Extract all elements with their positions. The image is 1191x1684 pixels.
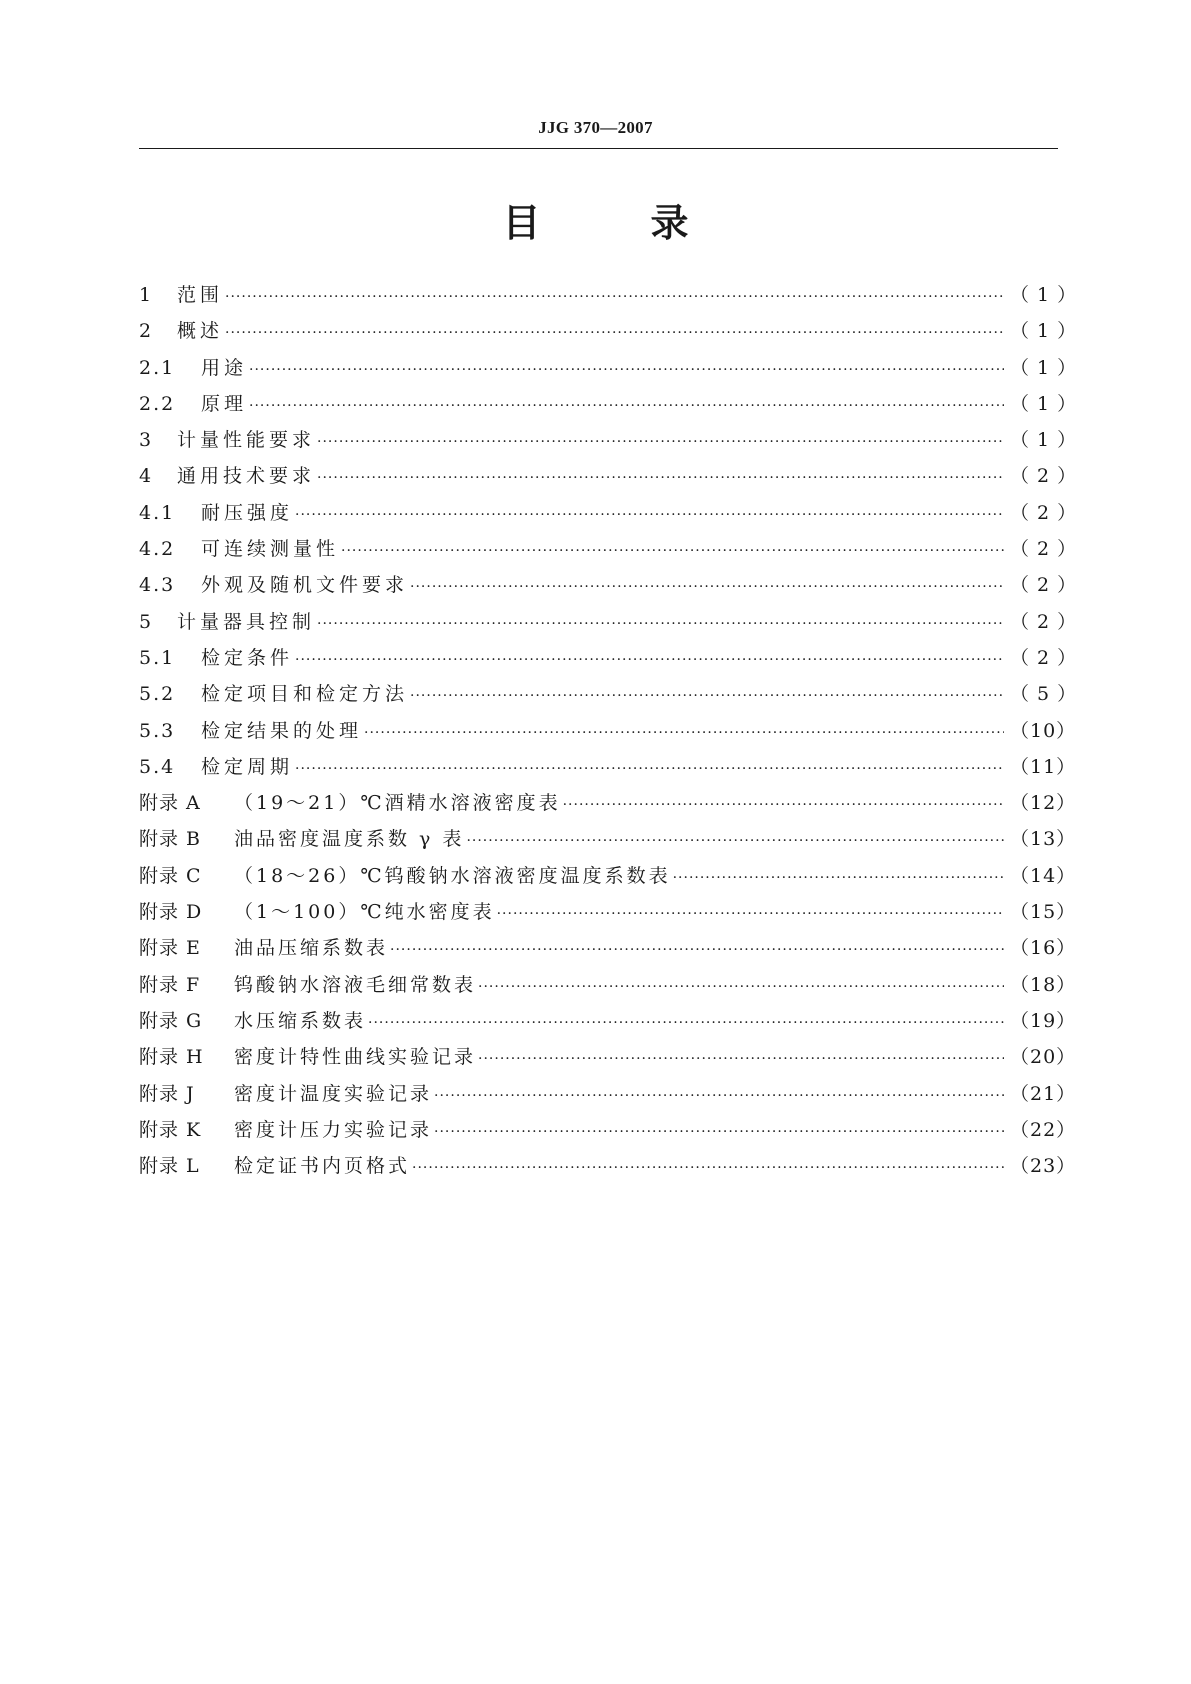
- table-of-contents: [139, 277, 1078, 1184]
- toc-entry[interactable]: [139, 894, 1077, 930]
- toc-entry-label: 密度计特性曲线实验记录: [234, 1046, 477, 1069]
- toc-entry-page: （16）: [1010, 937, 1077, 960]
- toc-entry-page: （23）: [1010, 1155, 1077, 1178]
- toc-entry[interactable]: [139, 640, 1078, 676]
- toc-dot-leader: [412, 1150, 1004, 1186]
- toc-entry-page: （13）: [1010, 828, 1077, 851]
- toc-dot-leader: [673, 860, 1004, 896]
- header-rule: [139, 148, 1058, 149]
- toc-dot-leader: [478, 969, 1004, 1005]
- toc-entry-number: 附录 F: [139, 973, 201, 996]
- toc-entry-page: （12）: [1010, 792, 1077, 815]
- toc-entry-page: （19）: [1010, 1009, 1077, 1032]
- page-title: [0, 198, 1191, 248]
- toc-entry-page: （10）: [1010, 719, 1077, 742]
- toc-entry-number: 2.1: [139, 356, 176, 379]
- toc-dot-leader: [341, 533, 1004, 569]
- toc-entry-page: （22）: [1010, 1118, 1077, 1141]
- toc-dot-leader: [225, 315, 1004, 351]
- toc-dot-leader: [295, 642, 1004, 678]
- toc-dot-leader: [249, 352, 1004, 388]
- toc-entry-label: 密度计压力实验记录: [234, 1118, 433, 1141]
- toc-dot-leader: [434, 1114, 1004, 1150]
- toc-entry-number: 5.2: [139, 683, 176, 706]
- toc-entry-number: 4: [139, 465, 154, 488]
- toc-entry-label: 密度计温度实验记录: [234, 1082, 433, 1105]
- toc-entry[interactable]: [139, 1148, 1077, 1184]
- toc-entry-page: （14）: [1010, 864, 1077, 887]
- toc-entry[interactable]: [139, 821, 1077, 857]
- toc-entry-label: 耐压强度: [201, 501, 294, 524]
- toc-entry-label: 计量性能要求: [177, 429, 316, 452]
- toc-entry-number: 附录 D: [139, 901, 203, 924]
- toc-entry[interactable]: [139, 713, 1077, 749]
- toc-entry-label: 计量器具控制: [177, 610, 316, 633]
- toc-entry-page: （ 1 ）: [1010, 392, 1078, 415]
- toc-entry[interactable]: [139, 350, 1078, 386]
- toc-entry[interactable]: [139, 676, 1078, 712]
- toc-entry-page: （11）: [1010, 755, 1077, 778]
- toc-entry[interactable]: [139, 1076, 1077, 1112]
- toc-entry-label: 油品密度温度系数 γ 表: [234, 828, 465, 851]
- toc-entry-label: 通用技术要求: [177, 465, 316, 488]
- toc-entry-page: （ 1 ）: [1010, 320, 1078, 343]
- toc-dot-leader: [410, 569, 1004, 605]
- toc-dot-leader: [563, 787, 1004, 823]
- toc-entry-label: （1～100）℃纯水密度表: [234, 901, 495, 924]
- toc-dot-leader: [295, 497, 1004, 533]
- toc-dot-leader: [368, 1005, 1004, 1041]
- toc-entry-label: 检定结果的处理: [201, 719, 363, 742]
- toc-dot-leader: [466, 823, 1004, 859]
- toc-entry-number: 附录 G: [139, 1009, 203, 1032]
- toc-dot-leader: [295, 751, 1004, 787]
- toc-entry-label: 用途: [201, 356, 248, 379]
- toc-entry-label: 概述: [177, 320, 224, 343]
- toc-entry-label: （19～21）℃酒精水溶液密度表: [234, 792, 561, 815]
- toc-entry-number: 5: [139, 610, 154, 633]
- toc-entry-page: （ 2 ）: [1010, 610, 1078, 633]
- toc-entry-label: 油品压缩系数表: [234, 937, 389, 960]
- toc-entry[interactable]: [139, 531, 1078, 567]
- toc-dot-leader: [317, 606, 1004, 642]
- toc-entry-label: （18～26）℃钨酸钠水溶液密度温度系数表: [234, 864, 671, 887]
- toc-entry-number: 2.2: [139, 392, 176, 415]
- toc-entry[interactable]: [139, 313, 1078, 349]
- toc-entry-page: （ 1 ）: [1010, 284, 1078, 306]
- toc-dot-leader: [497, 896, 1004, 932]
- document-code-header: JJG 370—2007: [538, 118, 653, 137]
- toc-entry-label: 钨酸钠水溶液毛细常数表: [234, 973, 477, 996]
- toc-dot-leader: [364, 715, 1004, 751]
- toc-entry-page: （ 2 ）: [1010, 501, 1078, 524]
- toc-entry-number: 3: [139, 429, 154, 452]
- toc-entry[interactable]: [139, 1003, 1077, 1039]
- toc-entry-number: 附录 C: [139, 864, 202, 887]
- toc-entry[interactable]: [139, 386, 1078, 422]
- toc-dot-leader: [478, 1041, 1004, 1077]
- toc-entry-label: 检定证书内页格式: [234, 1155, 411, 1178]
- toc-entry-page: （ 2 ）: [1010, 465, 1078, 488]
- toc-entry-number: 4.1: [139, 501, 176, 524]
- toc-entry[interactable]: [139, 567, 1078, 603]
- title-char-2: 录: [650, 201, 689, 245]
- toc-entry[interactable]: [139, 858, 1077, 894]
- toc-entry-page: （20）: [1010, 1046, 1077, 1069]
- toc-dot-leader: [390, 932, 1004, 968]
- toc-entry-page: （ 5 ）: [1010, 683, 1078, 706]
- toc-entry-number: 4.3: [139, 574, 176, 597]
- toc-entry-label: 检定项目和检定方法: [201, 683, 409, 706]
- toc-entry[interactable]: [139, 785, 1077, 821]
- toc-entry-number: 4.2: [139, 538, 176, 561]
- toc-entry-label: 水压缩系数表: [234, 1009, 367, 1032]
- toc-entry-number: 附录 H: [139, 1046, 204, 1069]
- toc-entry[interactable]: [139, 967, 1077, 1003]
- title-char-1: 目: [502, 201, 541, 245]
- toc-dot-leader: [410, 678, 1004, 714]
- toc-entry-label: 范围: [177, 284, 224, 306]
- toc-entry-number: 附录 A: [139, 792, 201, 815]
- toc-entry-number: 5.3: [139, 719, 176, 742]
- toc-dot-leader: [434, 1078, 1004, 1114]
- toc-entry[interactable]: [139, 930, 1077, 966]
- toc-entry-page: （ 2 ）: [1010, 646, 1078, 669]
- toc-entry-page: （ 1 ）: [1010, 429, 1078, 452]
- toc-entry-label: 可连续测量性: [201, 538, 340, 561]
- toc-entry-number: 5.1: [139, 646, 176, 669]
- toc-entry-label: 检定周期: [201, 755, 294, 778]
- toc-entry-page: （ 2 ）: [1010, 538, 1078, 561]
- toc-entry-label: 原理: [201, 392, 248, 415]
- toc-entry-page: （21）: [1010, 1082, 1077, 1105]
- toc-entry-number: 5.4: [139, 755, 176, 778]
- toc-entry[interactable]: [139, 1039, 1077, 1075]
- toc-entry-number: 附录 E: [139, 937, 201, 960]
- toc-dot-leader: [317, 424, 1004, 460]
- toc-entry-number: 附录 J: [139, 1082, 195, 1105]
- toc-entry-number: 附录 K: [139, 1118, 202, 1141]
- toc-entry[interactable]: [139, 495, 1078, 531]
- toc-entry[interactable]: [139, 1112, 1077, 1148]
- toc-entry[interactable]: [139, 604, 1078, 640]
- toc-dot-leader: [317, 460, 1004, 496]
- toc-entry[interactable]: [139, 749, 1077, 785]
- toc-entry-label: 外观及随机文件要求: [201, 574, 409, 597]
- toc-entry-number: 2: [139, 320, 154, 343]
- toc-entry-page: （15）: [1010, 901, 1077, 924]
- toc-entry-number: 附录 B: [139, 828, 202, 851]
- toc-entry-page: （18）: [1010, 973, 1077, 996]
- toc-entry-number: 附录 L: [139, 1155, 200, 1178]
- toc-entry-page: （ 1 ）: [1010, 356, 1078, 379]
- toc-dot-leader: [225, 279, 1004, 315]
- toc-entry-number: 1: [139, 284, 154, 306]
- toc-entry-page: （ 2 ）: [1010, 574, 1078, 597]
- toc-entry[interactable]: [139, 277, 1078, 313]
- toc-dot-leader: [249, 388, 1004, 424]
- toc-entry[interactable]: [139, 458, 1078, 494]
- toc-entry[interactable]: [139, 422, 1078, 458]
- toc-entry-label: 检定条件: [201, 646, 294, 669]
